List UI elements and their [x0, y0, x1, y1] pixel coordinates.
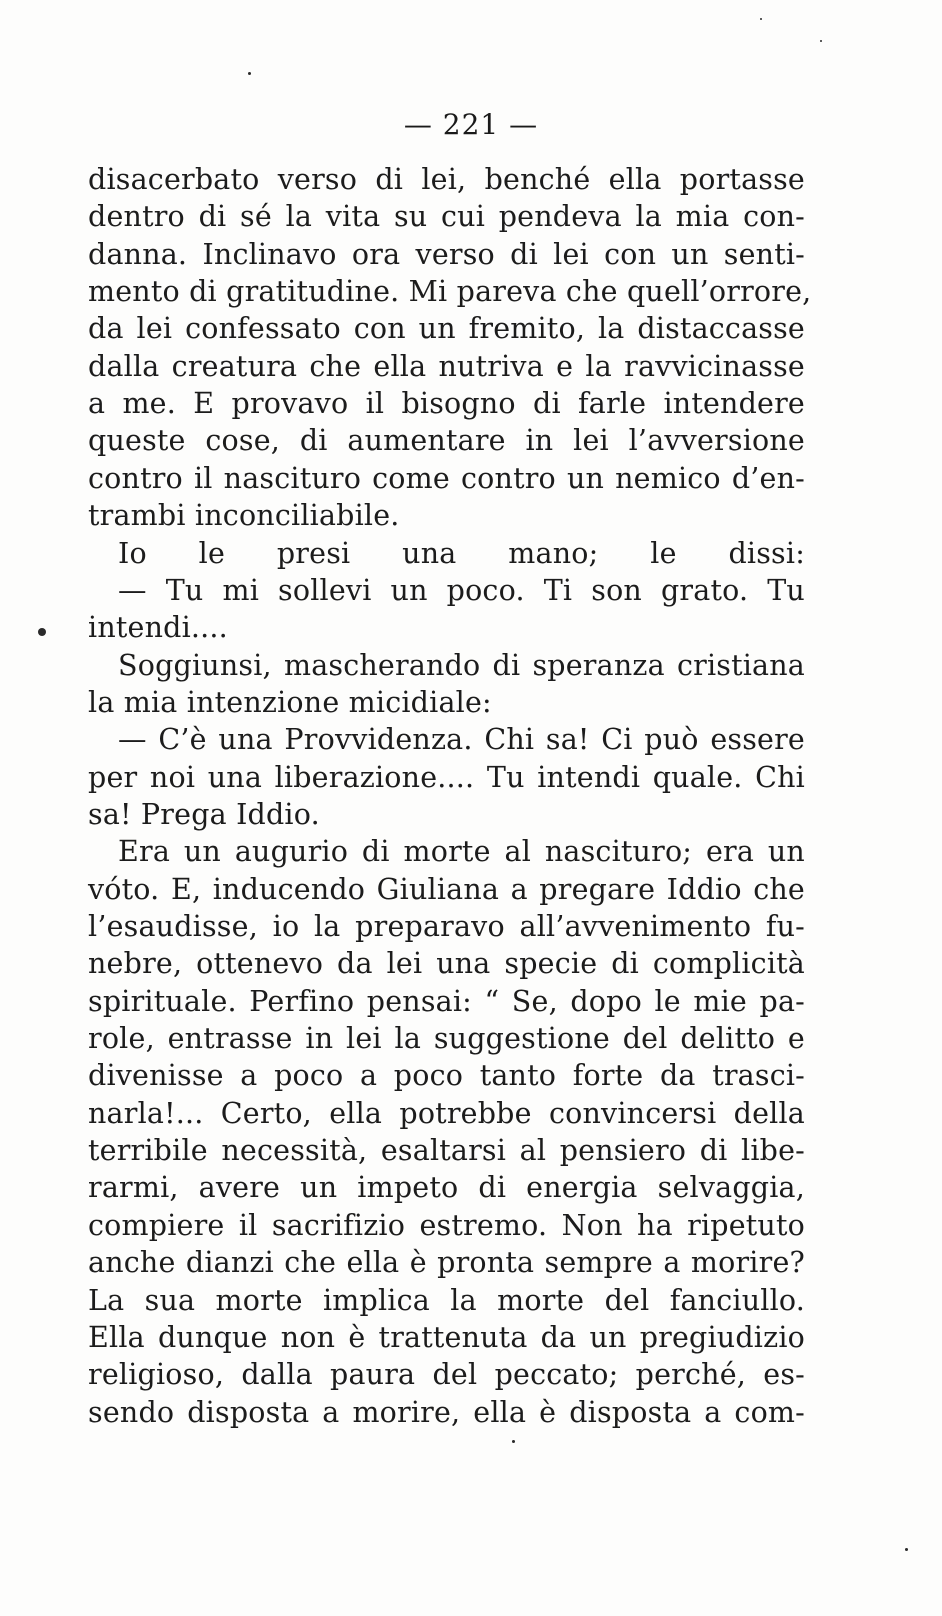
text-line: da lei confessato con un fremito, la distaccasse: [88, 312, 805, 346]
text-line: disacerbato verso di lei, benché ella portasse: [88, 163, 805, 196]
ink-speck: [248, 72, 251, 75]
text-line: a me. E provavo il bisogno di farle intendere: [88, 387, 805, 421]
text-line: sa! Prega Iddio.: [88, 797, 320, 831]
text-line: narla!... Certo, ella potrebbe convincersi della: [88, 1096, 805, 1130]
text-line: danna. Inclinavo ora verso di lei con un senti-: [88, 237, 805, 271]
text-line: vóto. E, inducendo Giuliana a pregare Iddio che: [88, 872, 805, 906]
text-line: spirituale. Perfino pensai: “ Se, dopo le mie pa-: [88, 984, 805, 1018]
text-line: religioso, dalla paura del peccato; perché, es-: [88, 1358, 805, 1392]
text-line: Era un augurio di morte al nascituro; era un: [118, 835, 805, 869]
text-line: divenisse a poco a poco tanto forte da trasci-: [88, 1059, 805, 1093]
ink-speck: [38, 628, 46, 636]
text-line: per noi una liberazione.... Tu intendi quale. Chi: [88, 760, 805, 794]
ink-speck: [760, 18, 762, 20]
text-line: La sua morte implica la morte del fanciullo.: [88, 1283, 805, 1317]
ink-speck: [905, 1548, 908, 1551]
text-line: terribile necessità, esaltarsi al pensiero di libe-: [88, 1134, 805, 1168]
text-line: mento di gratitudine. Mi pareva che quell’orrore,: [88, 275, 812, 309]
text-line: compiere il sacrifizio estremo. Non ha ripetuto: [88, 1208, 805, 1242]
text-line: sendo disposta a morire, ella è disposta a com-: [88, 1395, 805, 1429]
text-line: dentro di sé la vita su cui pendeva la mia con-: [88, 200, 805, 234]
text-line: Ella dunque non è trattenuta da un pregiudizio: [88, 1320, 805, 1354]
text-line: trambi inconciliabile.: [88, 499, 400, 533]
text-line: Soggiunsi, mascherando di speranza cristiana: [118, 648, 805, 682]
text-line: Io le presi una mano; le dissi:: [118, 536, 805, 570]
page-number: — 221 —: [403, 108, 539, 141]
text-line: dalla creatura che ella nutriva e la ravvicinasse: [88, 349, 805, 383]
text-line: — Tu mi sollevi un poco. Ti son grato. Tu: [118, 573, 805, 607]
text-line: queste cose, di aumentare in lei l’avversione: [88, 424, 805, 458]
text-line: la mia intenzione micidiale:: [88, 685, 492, 719]
text-line: contro il nascituro come contro un nemico d’en-: [88, 461, 805, 495]
ink-speck: [512, 1440, 515, 1443]
text-line: l’esaudisse, io la preparavo all’avvenimento fu-: [88, 910, 805, 943]
text-line: role, entrasse in lei la suggestione del delitto e: [88, 1022, 805, 1056]
text-line: — C’è una Provvidenza. Chi sa! Ci può essere: [118, 723, 805, 757]
text-line: rarmi, avere un impeto di energia selvaggia,: [88, 1171, 805, 1205]
text-line: nebre, ottenevo da lei una specie di complicità: [88, 947, 805, 981]
text-line: anche dianzi che ella è pronta sempre a morire?: [88, 1246, 805, 1280]
text-line: intendi....: [88, 611, 228, 645]
ink-speck: [820, 40, 822, 42]
